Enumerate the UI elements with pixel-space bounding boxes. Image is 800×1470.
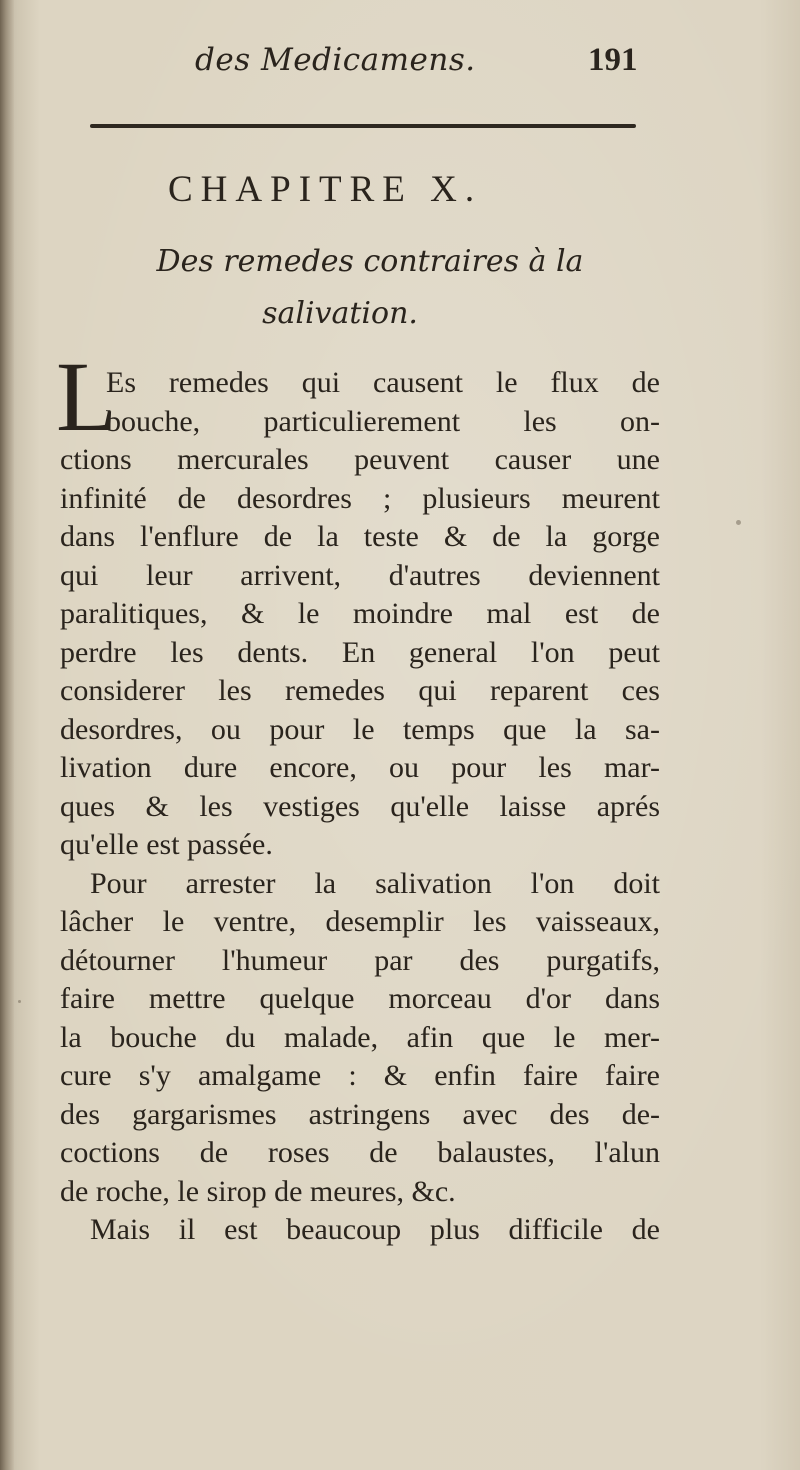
- page-number: 191: [588, 42, 638, 78]
- drop-cap: L: [56, 341, 118, 452]
- header-rule: [90, 124, 636, 128]
- text-line-22: de roche, le sirop de meures, &c.: [60, 1174, 456, 1208]
- text-line-23: Mais il est beaucoup plus difficile de: [90, 1213, 660, 1246]
- running-title: des Medicamens.: [195, 42, 476, 78]
- text-line-13: qu'elle est passée.: [60, 828, 273, 861]
- text-line-14: Pour arrester la salivation l'on doit: [90, 866, 660, 900]
- text-line-16: détourner l'humeur par des purgatifs,: [60, 943, 660, 977]
- text-line-21: coctions de roses de balaustes, l'alun: [60, 1136, 660, 1169]
- chapter-title-line-1: Des remedes contraires à la: [156, 244, 584, 279]
- text-line-5: dans l'enflure de la teste & de la gorge: [60, 520, 660, 553]
- ink-speck: [18, 1000, 21, 1003]
- text-line-19: cure s'y amalgame : & enfin faire faire: [60, 1059, 660, 1092]
- ink-speck: [736, 520, 741, 525]
- text-line-6: qui leur arrivent, d'autres deviennent: [60, 558, 660, 592]
- text-line-7: paralitiques, & le moindre mal est de: [60, 597, 660, 630]
- text-line-1: Es remedes qui causent le flux de: [106, 366, 660, 399]
- text-line-10: desordres, ou pour le temps que la sa-: [60, 712, 660, 746]
- text-line-11: livation dure encore, ou pour les mar-: [60, 751, 660, 784]
- chapter-title-line-2: salivation.: [262, 296, 418, 331]
- text-line-18: la bouche du malade, afin que le mer-: [60, 1020, 660, 1054]
- text-line-15: lâcher le ventre, desemplir les vaisseaux,: [60, 905, 660, 938]
- body-text: [60, 364, 660, 1250]
- text-line-3: ctions mercurales peuvent causer une: [60, 443, 660, 476]
- text-line-12: ques & les vestiges qu'elle laisse aprés: [60, 789, 660, 823]
- text-line-2: bouche, particulierement les on-: [106, 404, 660, 438]
- text-line-20: des gargarismes astringens avec des de-: [60, 1097, 660, 1131]
- chapter-heading: CHAPITRE X.: [168, 169, 483, 210]
- page-gutter: [0, 0, 14, 1470]
- text-line-9: considerer les remedes qui reparent ces: [60, 674, 660, 707]
- text-line-4: infinité de desordres ; plusieurs meurent: [60, 481, 660, 515]
- text-line-8: perdre les dents. En general l'on peut: [60, 635, 660, 669]
- text-line-17: faire mettre quelque morceau d'or dans: [60, 982, 660, 1015]
